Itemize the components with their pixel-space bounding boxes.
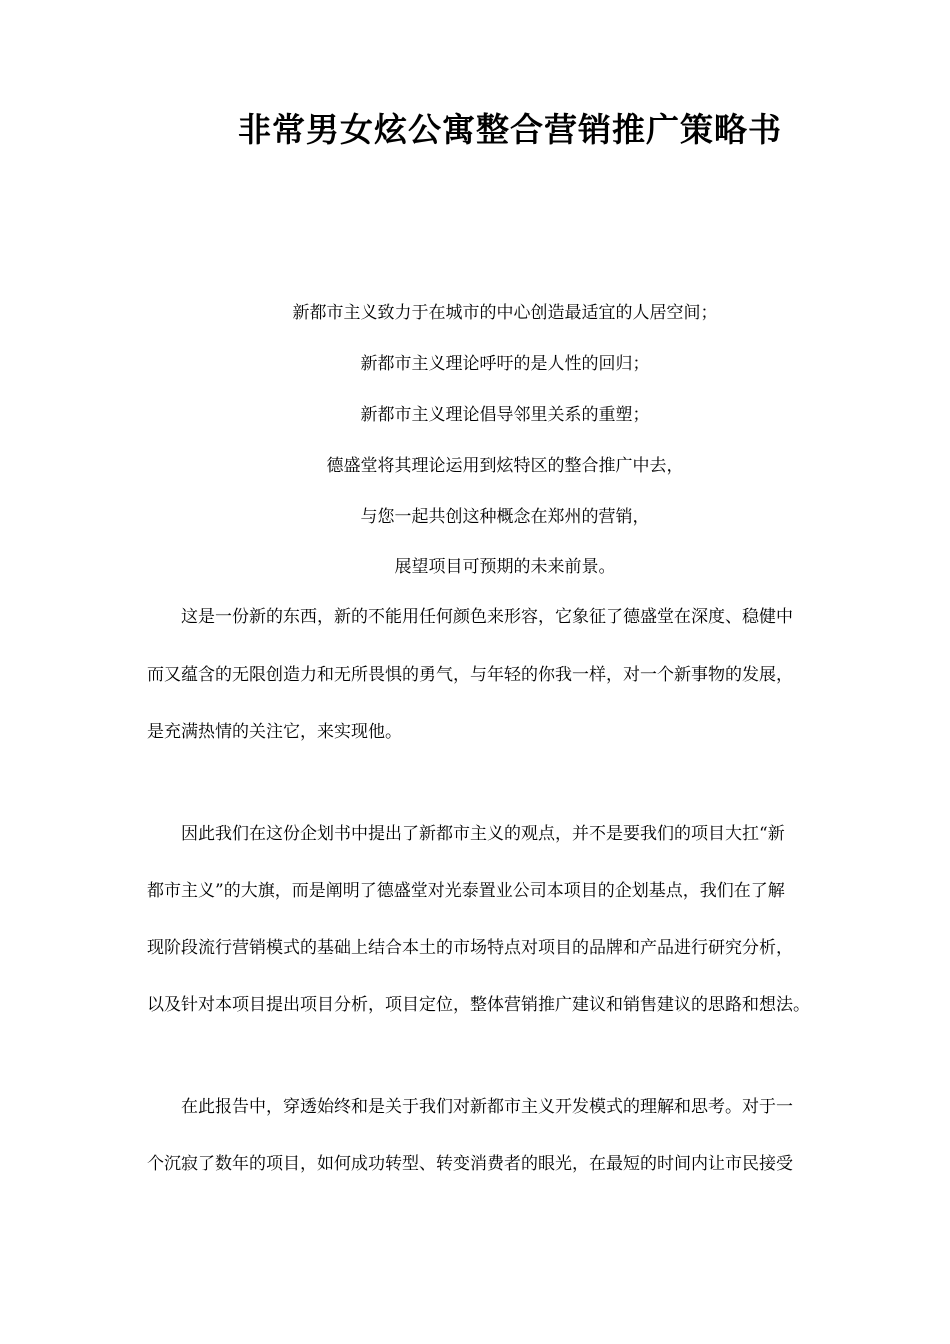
paragraph-line: 是充满热情的关注它，来实现他。 — [147, 722, 402, 742]
paragraph-line: 以及针对本项目提出项目分析，项目定位，整体营销推广建议和销售建议的思路和想法。 — [147, 995, 810, 1015]
intro-line: 新都市主义理论倡导邻里关系的重塑； — [360, 405, 650, 425]
paragraph-line: 都市主义”的大旗，而是阐明了德盛堂对光泰置业公司本项目的企划基点，我们在了解 — [147, 881, 785, 901]
paragraph-line: 而又蕴含的无限创造力和无所畏惧的勇气，与年轻的你我一样，对一个新事物的发展， — [147, 665, 793, 685]
intro-line: 展望项目可预期的未来前景。 — [394, 557, 616, 577]
paragraph-line: 现阶段流行营销模式的基础上结合本土的市场特点对项目的品牌和产品进行研究分析， — [147, 938, 793, 958]
paragraph-line: 在此报告中，穿透始终和是关于我们对新都市主义开发模式的理解和思考。对于一 — [147, 1097, 793, 1117]
paragraph-line: 因此我们在这份企划书中提出了新都市主义的观点，并不是要我们的项目大扛“新 — [147, 824, 785, 844]
document-title: 非常男女炫公寓整合营销推广策略书 — [238, 110, 782, 149]
intro-line: 新都市主义致力于在城市的中心创造最适宜的人居空间； — [292, 303, 718, 323]
intro-line: 德盛堂将其理论运用到炫特区的整合推广中去， — [326, 456, 684, 476]
paragraph-line: 这是一份新的东西，新的不能用任何颜色来形容，它象征了德盛堂在深度、稳健中 — [147, 607, 793, 627]
paragraph-line: 个沉寂了数年的项目，如何成功转型、转变消费者的眼光，在最短的时间内让市民接受 — [147, 1154, 793, 1174]
intro-line: 新都市主义理论呼吁的是人性的回归； — [360, 354, 650, 374]
intro-line: 与您一起共创这种概念在郑州的营销， — [360, 507, 650, 527]
